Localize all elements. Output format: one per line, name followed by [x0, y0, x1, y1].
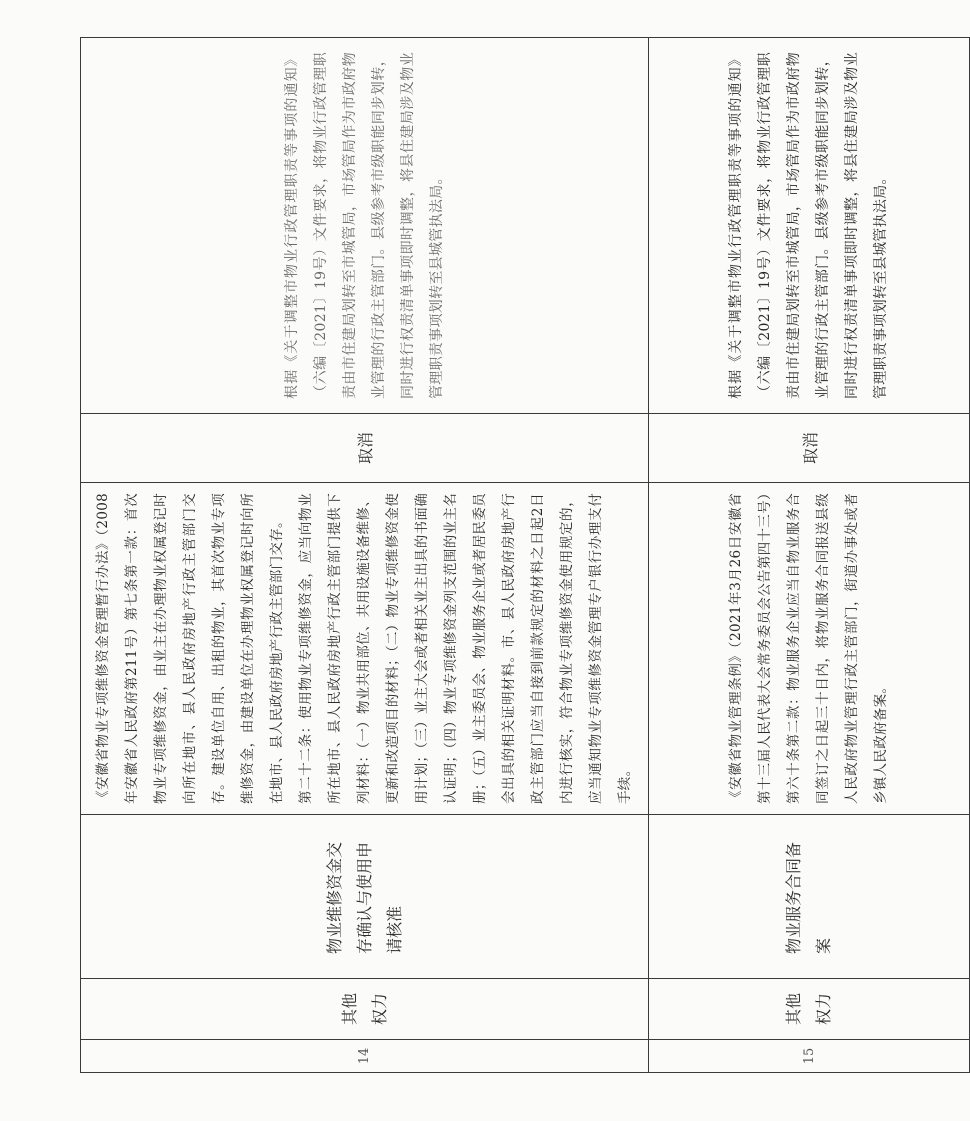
row-number: 15	[649, 1040, 970, 1073]
table-row	[81, 38, 649, 1073]
power-category: 其他权力	[649, 979, 970, 1040]
power-category: 其他权力	[81, 979, 649, 1040]
legal-basis	[649, 483, 970, 815]
legal-basis	[81, 483, 649, 815]
adjustment-action: 取消	[649, 414, 970, 483]
power-list-table	[80, 37, 970, 1073]
legal-basis-paragraph: 《安徽省物业专项维修资金管理暂行办法》（2008年安徽省人民政府第211号）第七条第一款：首次物业专项维修资金，由业主在办理物业权属登记时向所在地市、县人民政府房地产行政主管部门交存。建设单位自用、出租的物业，其首次物业专项维修资金，由建设单位在办理物业权属登记时向所在地市、县人民政府房地产行政主管部门交存。	[95, 493, 285, 804]
adjustment-reason: 根据《关于调整市物业行政管理职责等事项的通知》（六编〔2021〕19号）文件要求，将物业行政管理职责由市住建局划转至市城管局，市场管局作为市政府物业管理的行政主管部门。县级参考市级职能同步划转，同时进行权责清单事项即时调整，将县住建局涉及物业管理职责事项划转至县城管执法局。	[649, 38, 970, 414]
row-number: 14	[81, 1040, 649, 1073]
adjustment-action: 取消	[81, 414, 649, 483]
item-name: 物业服务合同备案	[649, 815, 970, 979]
legal-basis-paragraph: 第二十二条：使用物业专项维修资金，应当向物业所在地市、县人民政府房地产行政主管部门提供下列材料：（一）物业共用部位、共用设施设备维修、更新和改造项目的材料；（二）物业专项维修资金使用计划；（三）业主大会或者相关业主出具的书面确认证明；（四）物业专项维修资金列支范围的业主名册；（五）业主委员会、物业服务企业或者居民委员会出具的相关证明材料。市、县人民政府房地产行政主管部门应当自接到前款规定的材料之日起2日内进行核实，符合物业专项维修资金使用规定的，应当通知物业专项维修资金管理专户银行办理支付手续。	[298, 493, 633, 804]
adjustment-reason: 根据《关于调整市物业行政管理职责等事项的通知》（六编〔2021〕19号）文件要求，将物业行政管理职责由市住建局划转至市城管局，市场管局作为市政府物业管理的行政主管部门。县级参考市级职能同步划转，同时进行权责清单事项即时调整，将县住建局涉及物业管理职责事项划转至县城管执法局。	[81, 38, 649, 414]
table-row	[649, 38, 970, 1073]
legal-basis-paragraph: 《安徽省物业管理条例》（2021年3月26日安徽省第十三届人民代表大会常务委员会公告第四十三号）第六十条第二款：物业服务企业应当自物业服务合同签订之日起三十日内，将物业服务合同报送县级人民政府物业管理行政主管部门，街道办事处或者乡镇人民政府备案。	[728, 493, 889, 804]
item-name: 物业维修资金交存确认与使用申请核准	[81, 815, 649, 979]
